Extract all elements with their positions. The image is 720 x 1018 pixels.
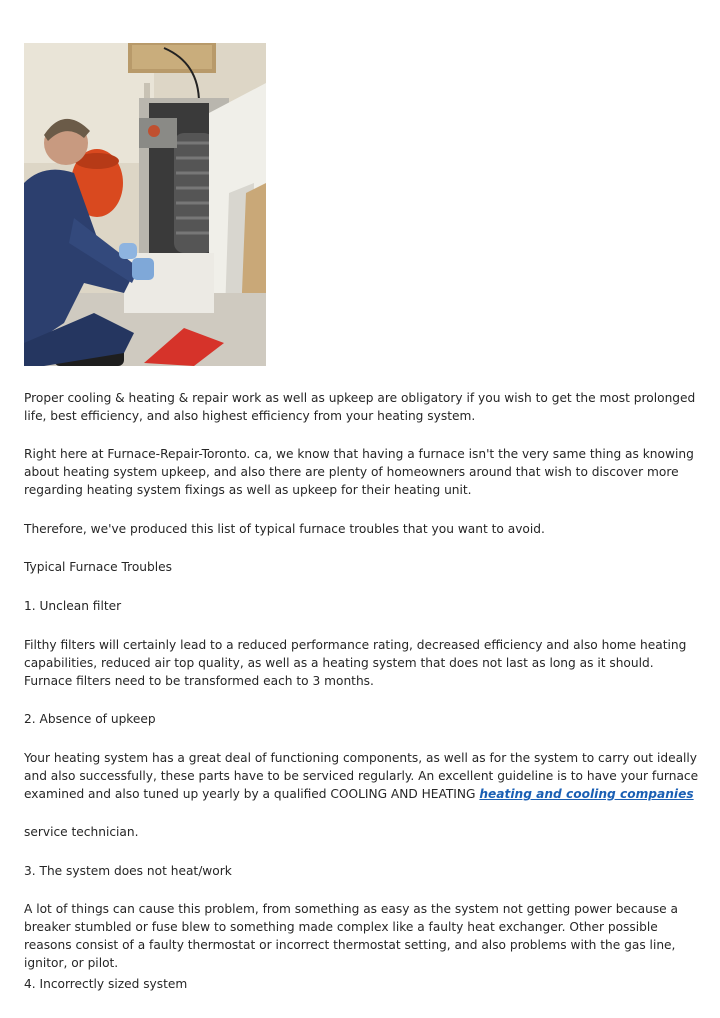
- photo-illustration: [24, 43, 266, 366]
- paragraph-technician: service technician.: [24, 825, 139, 839]
- paragraph-list-intro: Therefore, we've produced this list of typical furnace troubles that you want to avoid.: [24, 522, 545, 536]
- paragraph-intro: Proper cooling & heating & repair work as well as upkeep are obligatory if you wish to get the most prolonged life, best efficiency, and also highest efficiency from your heating system.: [24, 391, 696, 423]
- technician-furnace-photo: [24, 43, 266, 366]
- paragraph-about: Right here at Furnace-Repair-Toronto. ca, we know that having a furnace isn't the very same thing as knowing about heating system upkeep, and also there are plenty of homeowners around that wish to discover more regarding heating system fixings as well as upkeep for their heating unit.: [24, 447, 694, 497]
- paragraph-no-heat: A lot of things can cause this problem, from something as easy as the system not getting power because a breaker stumbled or fuse blew to something made complex like a faulty heat exchanger. Other possible reasons consist of a faulty thermostat or incorrect thermostat setting, and also problems with the gas line, ignitor, or pilot.: [24, 902, 679, 970]
- item-heading-no-heat: 3. The system does not heat/work: [24, 864, 232, 878]
- paragraph-filter: Filthy filters will certainly lead to a reduced performance rating, decreased efficiency and also home heating capabilities, reduced air top quality, as well as a heating system that does not last as long as it should. Furnace filters need to be transformed each to 3 months.: [24, 638, 687, 688]
- item-heading-filter: 1. Unclean filter: [24, 599, 122, 613]
- item-heading-upkeep: 2. Absence of upkeep: [24, 712, 156, 726]
- item-heading-sizing: 4. Incorrectly sized system: [24, 977, 188, 991]
- paragraph-upkeep: [24, 749, 700, 803]
- paragraph-upkeep-text: Your heating system has a great deal of functioning components, as well as for the system to carry out ideally and also successfully, these parts have to be serviced regularly. An excellent guideline is to have your furnace examined and also tuned up yearly by a qualified COOLING AND HEATING: [24, 751, 699, 801]
- section-heading-troubles: Typical Furnace Troubles: [24, 560, 172, 574]
- heating-cooling-companies-link[interactable]: heating and cooling companies: [479, 787, 694, 801]
